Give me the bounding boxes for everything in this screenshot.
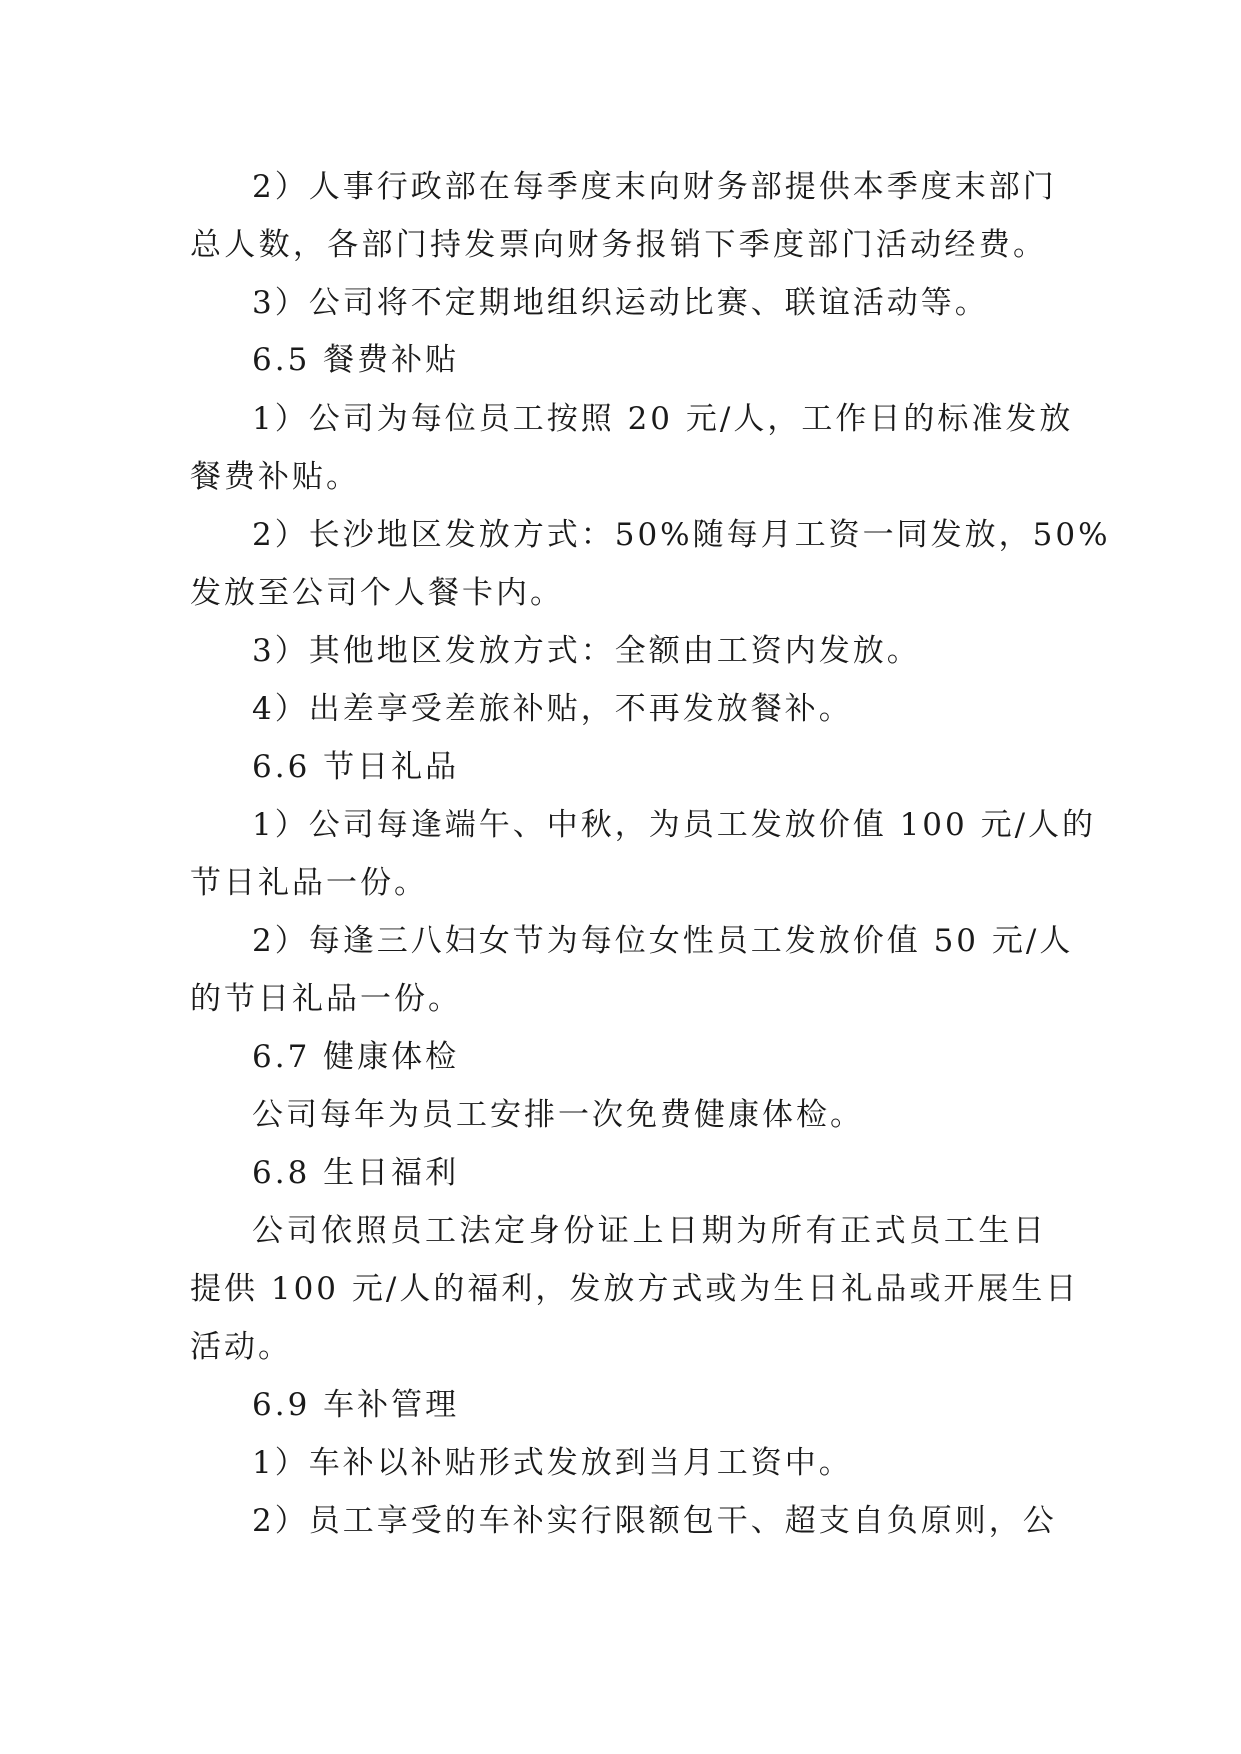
line-text: 节日礼品一份。	[190, 865, 428, 901]
paragraph-line	[0, 505, 1241, 565]
paragraph-line	[0, 215, 1241, 275]
line-text: 公司每年为员工安排一次免费健康体检。	[252, 1097, 864, 1133]
line-text: 发放至公司个人餐卡内。	[190, 575, 564, 611]
heading-text: 6.7 健康体检	[252, 1039, 460, 1075]
heading-text: 6.8 生日福利	[252, 1155, 460, 1191]
line-text: 活动。	[190, 1329, 292, 1365]
section-heading	[0, 1027, 1241, 1087]
paragraph-line	[0, 621, 1241, 681]
paragraph-line	[0, 1085, 1241, 1145]
line-text: 4）出差享受差旅补贴，不再发放餐补。	[252, 691, 853, 727]
paragraph-line	[0, 795, 1241, 855]
paragraph-line	[0, 389, 1241, 449]
line-text: 餐费补贴。	[190, 459, 360, 495]
paragraph-line	[0, 911, 1241, 971]
line-text: 1）车补以补贴形式发放到当月工资中。	[252, 1445, 853, 1481]
line-text: 1）公司为每位员工按照 20 元/人，工作日的标准发放	[252, 401, 1074, 437]
paragraph-line	[0, 1259, 1241, 1319]
paragraph-line	[0, 1491, 1241, 1551]
line-text: 提供 100 元/人的福利，发放方式或为生日礼品或开展生日	[190, 1271, 1080, 1307]
line-text: 2）人事行政部在每季度末向财务部提供本季度末部门	[252, 169, 1057, 205]
paragraph-line	[0, 853, 1241, 913]
heading-text: 6.5 餐费补贴	[252, 342, 460, 378]
line-text: 2）每逢三八妇女节为每位女性员工发放价值 50 元/人	[252, 923, 1074, 959]
paragraph-line	[0, 1317, 1241, 1377]
line-text: 的节日礼品一份。	[190, 981, 462, 1017]
section-heading	[0, 330, 1241, 390]
line-text: 公司依照员工法定身份证上日期为所有正式员工生日	[252, 1213, 1047, 1249]
line-text: 2）员工享受的车补实行限额包干、超支自负原则，公	[252, 1503, 1057, 1539]
paragraph-line	[0, 563, 1241, 623]
section-heading	[0, 1143, 1241, 1203]
section-heading	[0, 737, 1241, 797]
line-text: 1）公司每逢端午、中秋，为员工发放价值 100 元/人的	[252, 807, 1097, 843]
paragraph-line	[0, 157, 1241, 217]
paragraph-line	[0, 969, 1241, 1029]
line-text: 3）公司将不定期地组织运动比赛、联谊活动等。	[252, 285, 989, 321]
heading-text: 6.6 节日礼品	[252, 749, 460, 785]
line-text: 2）长沙地区发放方式：50%随每月工资一同发放，50%	[252, 517, 1111, 553]
line-text: 3）其他地区发放方式：全额由工资内发放。	[252, 633, 921, 669]
paragraph-line	[0, 273, 1241, 333]
paragraph-line	[0, 679, 1241, 739]
line-text: 总人数，各部门持发票向财务报销下季度部门活动经费。	[190, 227, 1047, 263]
paragraph-line	[0, 1201, 1241, 1261]
paragraph-line	[0, 447, 1241, 507]
paragraph-line	[0, 1433, 1241, 1493]
section-heading	[0, 1375, 1241, 1435]
heading-text: 6.9 车补管理	[252, 1387, 460, 1423]
